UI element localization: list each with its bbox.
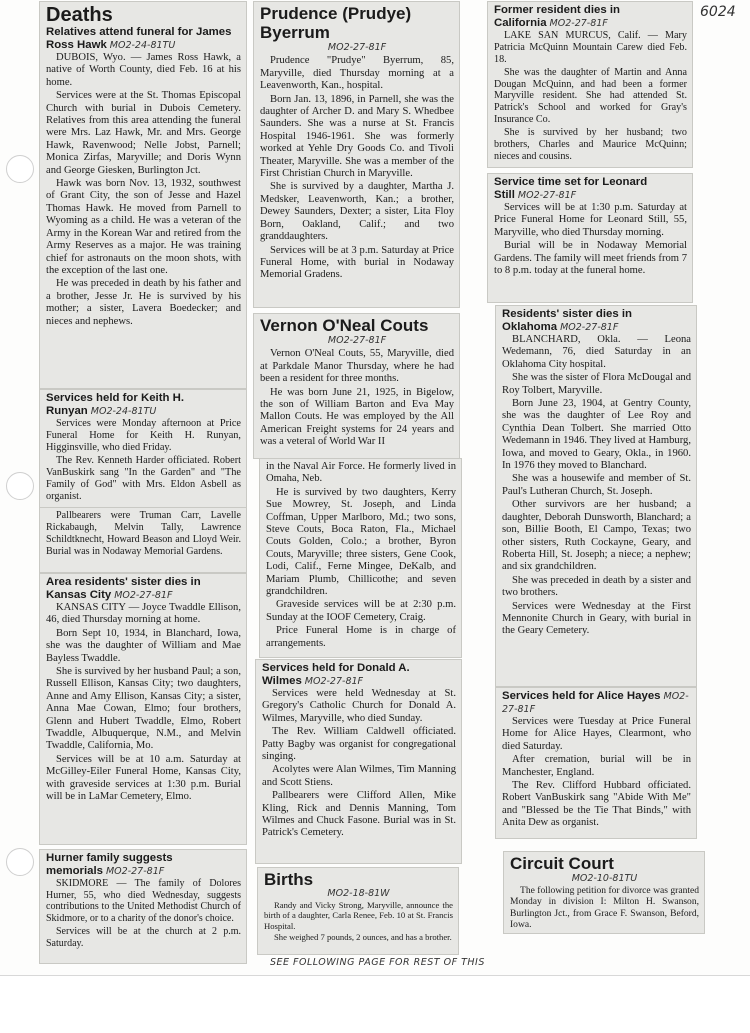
clip-wilmes [256,660,461,863]
paragraph: DUBOIS, Wyo. — James Ross Hawk, a native of Worth County, died Feb. 16 at his home. [46,52,241,88]
paragraph: Other survivors are her husband; a daughter, Deborah Dunsworth, Blanchard; a son, Billie Booth, El Campo, Texas; two other sisters, Ruth Cockayne, Geary, and Roberta Hill, St. Joseph; a niece; a nephew; and six grandchildren. [502,499,691,573]
clip-byerrum [254,2,459,307]
paragraph: Services were Wednesday at the First Mennonite Church in Geary, with burial in the Geary Cemetery. [502,600,691,637]
paragraph: Vernon O'Neal Couts, 55, Maryville, died at Parkdale Manor Thursday, where he had been a resident for three months. [260,348,454,385]
paragraph: She was a housewife and member of St. Paul's Lutheran Church, St. Joseph. [502,473,691,497]
paragraph: He was preceded in death by his father and a brother, Jesse Jr. He is survived by his mother; a sister, Lavera Boedecker; and nieces and nephews. [46,278,241,327]
paragraph: Born Sept 10, 1934, in Blanchard, Iowa, she was the daughter of William and Mae Bayless Twaddle. [46,627,241,664]
paragraph: Services will be at 3 p.m. Saturday at Price Funeral Home, with burial in Nodaway Memorial Gradens. [260,244,454,281]
clip-title: Residents' sister dies in Oklahoma MO2-27-81F [502,308,632,333]
handwritten-date-note: MO2-27-81F [327,335,387,346]
paragraph: She was preceded in death by a sister and two brothers. [502,574,691,599]
handwritten-date-note: MO2-27-81F [114,590,173,601]
page-number: 6024 [700,4,736,20]
handwritten-date-note: MO2-27-81F [327,42,387,53]
handwritten-date-note: MO2-27-81F [549,18,608,29]
paragraph: Prudence "Prudye" Byerrum, 85, Maryville, died Thursday morning at a Leavenworth, Kan., hospital. [260,55,454,92]
clip-title: Relatives attend funeral for James Ross Hawk MO2-24-81TU [46,26,232,51]
clip-title: Services held for Alice Hayes MO2-27-81F [502,690,689,715]
punch-hole-bottom [6,848,34,876]
paragraph: Services were at the St. Thomas Episcopal Church with burial in Dubois Cemetery. Relatives from this area attending the funeral were Mrs. Laz Hawk, Mr. and Mrs. George Hawk, Ravenwood; Nelle Jobst, Parnell; Monica Zirfas, Maryville; and Doris Wynn and George Giesken, Burlington Jct. [46,90,241,176]
paragraph: LAKE SAN MURCUS, Calif. — Mary Patricia McQuinn Mountain Carew died Feb. 18. [494,30,687,65]
paragraph: He is survived by two daughters, Kerry Sue Mowrey, St. Joseph, and Linda Coffman, Upper Marlboro, Md.; two sons, Steve Couts, Boca Raton, Fla., Michael Couts Golden, Colo.; a brother, Byron Couts, Maryville; three sisters, Gene Cook, Lodi, Calif., Ferne Mingee, DeKalb, and Mariam Plumb, Chillicothe; and seven grandchildren. [266,486,456,598]
paragraph: She is survived by her husband; two brothers, Charles and Maurice McQuinn; nieces and cousins. [494,127,687,162]
paragraph: After cremation, burial will be in Manchester, England. [502,754,691,778]
paragraph: Services will be at 1:30 p.m. Saturday at Price Funeral Home for Leonard Still, 55, Maryville, who died Thursday morning. [494,202,687,238]
paragraph: He was born June 21, 1925, in Bigelow, the son of William Barton and Eva May Mallon Couts. He was employed by the All American Freight systems for 24 years and was a veteral of World War II [260,386,454,448]
paragraph: BLANCHARD, Okla. — Leona Wedemann, 76, died Saturday in an Oklahoma City hospital. [502,334,691,370]
clip-title: Prudence (Prudye) Byerrum [260,4,412,42]
handwritten-date-note: MO2-27-81F [502,691,689,715]
clip-title: Former resident dies in California MO2-27-81F [494,4,620,29]
paragraph: The Rev. William Caldwell officiated. Patty Bagby was organist for congregational singing. [262,726,456,763]
paragraph: She weighed 7 pounds, 2 ounces, and has a brother. [274,931,452,942]
clip-runyan-pallbearers [40,508,246,572]
paragraph: KANSAS CITY — Joyce Twaddle Ellison, 46, died Thursday morning at home. [46,602,241,626]
handwritten-date-note: MO2-27-81F [105,866,165,877]
paragraph: The following petition for divorce was granted Monday in division I: Milton H. Swanson, Burlington Jct., from Grace F. Swanson, Beford, Iowa. [510,885,699,930]
handwritten-date-note: MO2-27-81F [560,322,619,333]
paragraph: Services were Monday afternoon at Price Funeral Home for Keith H. Runyan, Higginsville, who died Friday. [46,418,241,454]
clip-title: Vernon O'Neal Couts [260,316,429,335]
paragraph: Burial will be in Nodaway Memorial Gardens. The family will meet friends from 7 to 8 p.m. today at the funeral home. [494,240,687,277]
handwritten-date-note: MO2-24-81TU [90,406,157,417]
paragraph: The Rev. Clifford Hubbard officiated. Robert VanBuskirk sang "Abide With Me" and "Blessed be the Tie That Binds," with Anita Dew as organist. [502,780,691,829]
paragraph: She is survived by a daughter, Martha J. Medsker, Leavenworth, Kan.; a brother, Dewey Saunders, Dexter; a sister, Lita Floy Born, Oakland, Calif.; and two granddaughters. [260,181,454,243]
paragraph: Services will be at 10 a.m. Saturday at McGilley-Eiler Funeral Home, Kansas City, with graveside services at 1:30 p.m. Burial will be in LaMar Cemetery, Elmo. [46,753,241,803]
clip-hayes [496,688,696,838]
paragraph: Hawk was born Nov. 13, 1932, southwest of Grant City, the son of Jesse and Hazel Thomas Hawk. He moved from Parnell to Wyoming as a child. He was a veteran of the Army in the Korean War and retired from the Army Reserves as a major. He was training chief for astronauts on the moon shots, with the exception of the last one. [46,178,241,276]
handwritten-date-note: MO2-18-81W [327,888,390,899]
paragraph: Acolytes were Alan Wilmes, Tim Manning and Scott Stiens. [262,764,456,788]
clip-couts [254,314,459,458]
clip-title: Births [264,870,314,889]
page-bottom-margin [0,975,750,1033]
paragraph: Born Jan. 13, 1896, in Parnell, she was the daughter of Archer D. and Mary S. Whedbee Saunders. She was a nurse at St. Francis Hospital 1946-1961. She was formerly worked at Yehle Dry Goods Co. and Tivoli Theater, Maryville. She was a member of the First Christian Church in Maryville. [260,93,454,180]
section-title-deaths: Deaths [46,4,113,26]
clip-title: Services held for Keith H. Runyan MO2-24-81TU [46,392,184,417]
clip-title: Area residents' sister dies in Kansas City MO2-27-81F [46,576,201,601]
paragraph: She was the sister of Flora McDougal and Roy Tolbert, Maryville. [502,372,691,396]
paragraph: Graveside services will be at 2:30 p.m. Sunday at the IOOF Cemetery, Craig. [266,599,456,623]
paragraph: Randy and Vicky Strong, Maryville, announce the birth of a daughter, Carla Renee, Feb. 10 at St. Francis Hospital. [264,900,453,931]
clip-title: Circuit Court [510,854,614,873]
clip-title: Hurner family suggests memorials MO2-27-81F [46,852,173,877]
paragraph: Pallbearers were Clifford Allen, Mike Kling, Rick and Dennis Manning, Tom Wilmes and Chuck Fasone. Burial was in St. Patrick's Cemetery. [262,790,456,839]
paragraph: She was the daughter of Martin and Anna Dougan McQuinn, and had been a former Maryville resident. She had attended St. Patrick's School and worked for Gray's Insurance Co. [494,66,687,126]
paragraph: The Rev. Kenneth Harder officiated. Robert VanBuskirk sang "In the Garden" and "The Family of God" with Mrs. Eldon Asbell as organist. [46,455,241,503]
handwritten-date-note: MO2-24-81TU [109,40,176,51]
handwritten-footer-note: SEE FOLLOWING PAGE FOR REST OF THIS [270,957,485,968]
paragraph: in the Naval Air Force. He formerly lived in Omaha, Neb. [266,461,456,485]
handwritten-date-note: MO2-10-81TU [571,873,638,884]
handwritten-date-note: MO2-27-81F [517,190,577,201]
paragraph: SKIDMORE — The family of Dolores Hurner, 55, who died Wednesday, suggests contributions to the United Methodist Church of Skidmore, or to a charity of the donor's choice. [46,878,241,925]
clip-title: Services held for Donald A. Wilmes MO2-27-81F [262,662,410,687]
handwritten-date-note: MO2-27-81F [304,676,363,687]
paragraph: She is survived by her husband Paul; a son, Russell Ellison, Kansas City; two daughters, Anne and Amy Ellison, Kansas City; a sister, Anna Mae Cowan, Elmo; four brothers, Glenn and Hubert Twaddle, Elmo, Robert Twaddle, Albuquerque, N.M., and Melvin Twaddle, California, Mo. [46,666,241,752]
clip-still [488,174,692,302]
paragraph: Services were Tuesday at Price Funeral Home for Alice Hayes, Clearmont, who died Saturday. [502,716,691,752]
paragraph: Price Funeral Home is in charge of arrangements. [266,625,456,649]
clip-ellison [40,574,246,844]
paragraph: Pallbearers were Truman Carr, Lavelle Rickabaugh, Melvin Tally, Lawrence Schildtknecht, Howard Beason and Lloyd Weir. Burial was in Nodaway Memorial Gardens. [46,510,241,557]
clip-hurner [40,850,246,963]
paragraph: Born June 23, 1904, at Gentry County, she was the daughter of Lee Roy and Cynthia Dean Tolbert. She married Otto Wedemann in 1946. They lived at Hamburg, Iowa, and moved to Geary, Okla., in 1960. In 1976 they moved to Blanchard. [502,398,691,472]
punch-hole-middle [6,472,34,500]
paragraph: Services were held Wednesday at St. Gregory's Catholic Church for Donald A. Wilmes, Maryville, who died Sunday. [262,688,456,724]
clip-wedemann [496,306,696,686]
clip-circuit-court [504,852,704,933]
clip-mcquinn [488,2,692,167]
clip-couts-continued [260,459,461,657]
clip-births [258,868,458,954]
clip-deaths-hawk [40,2,246,388]
paragraph: Services will be at the church at 2 p.m. Saturday. [46,925,241,949]
clip-title: Service time set for Leonard Still MO2-27-81F [494,176,648,201]
clip-runyan [40,390,246,507]
punch-hole-top [6,155,34,183]
